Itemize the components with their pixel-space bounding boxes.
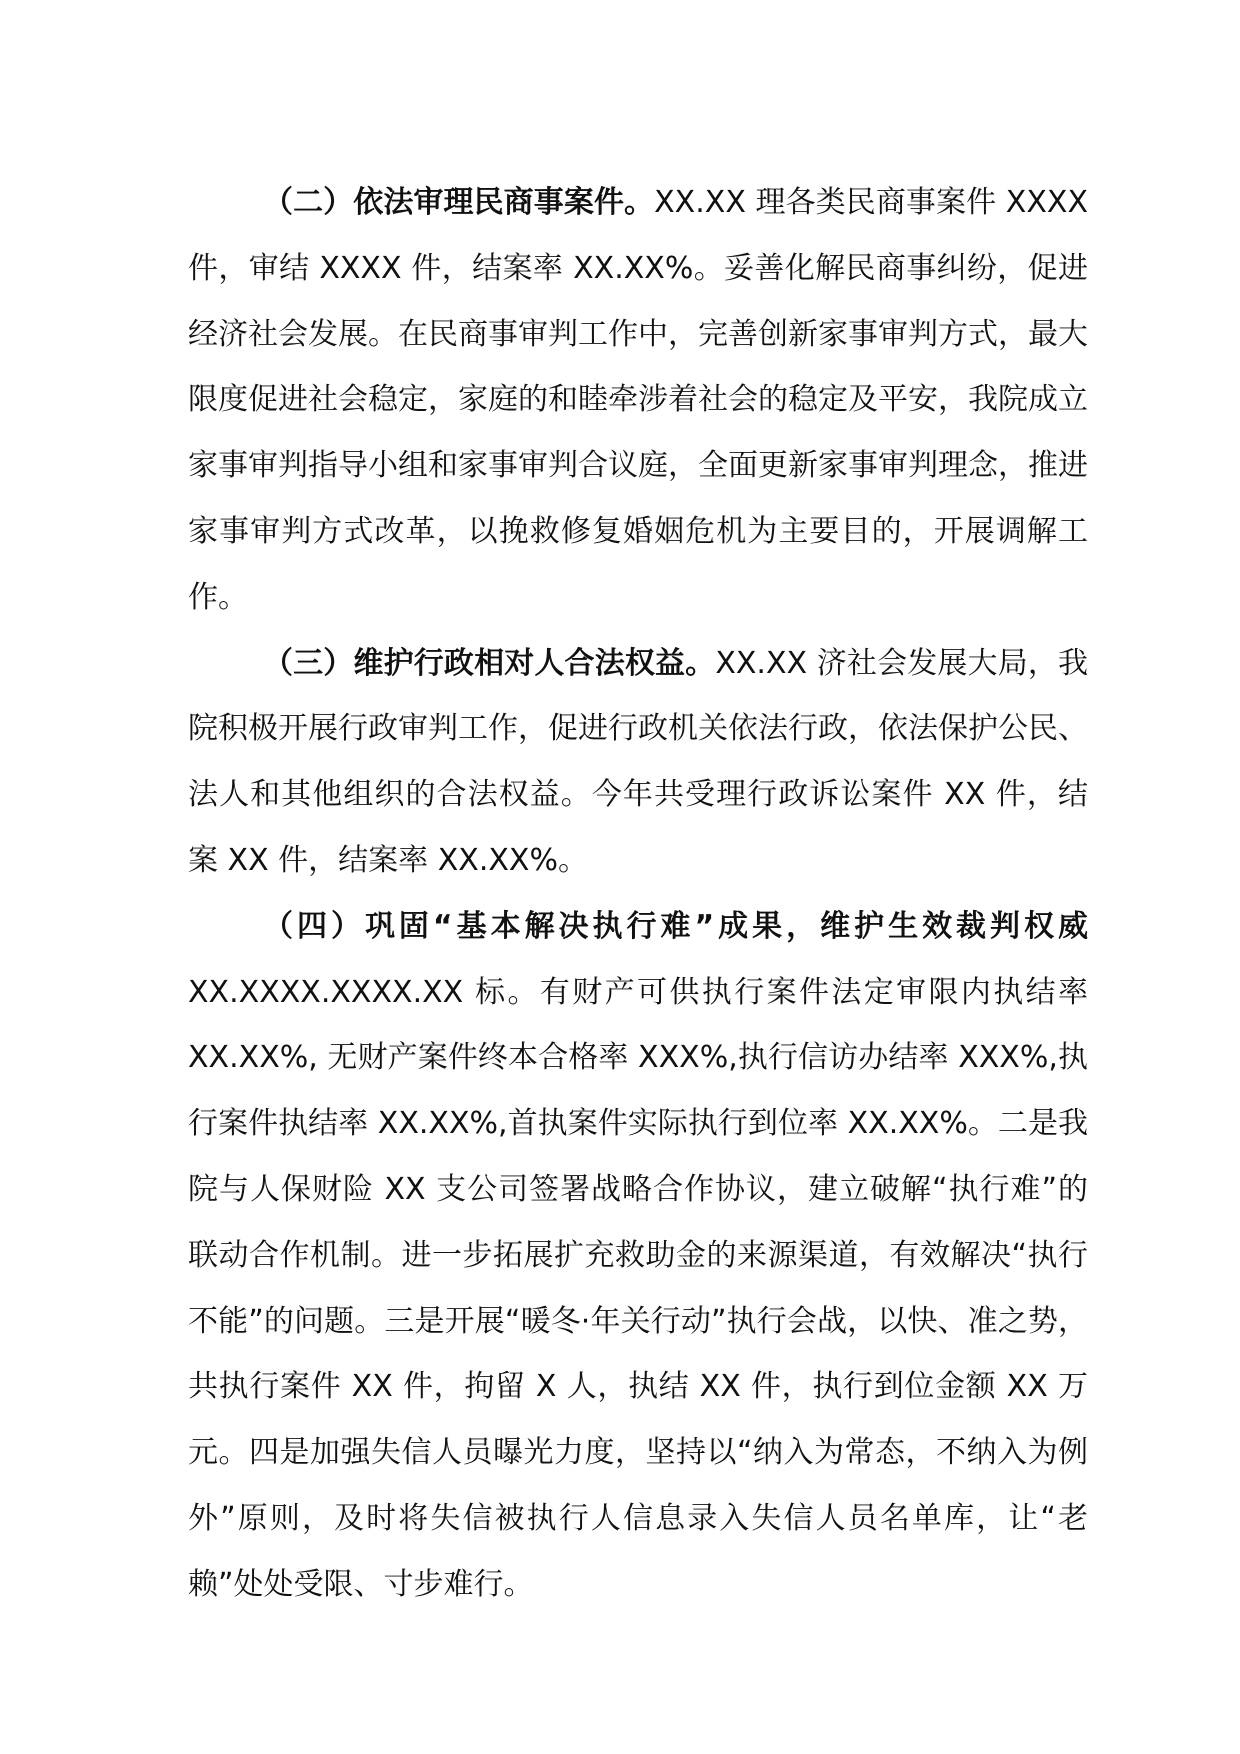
paragraph-civil-commercial: [188, 170, 1088, 631]
document-page: [188, 170, 1088, 1618]
paragraph-heading: （四）巩固“基本解决执行难”成果，维护生效裁判权威: [263, 908, 1088, 944]
paragraph-body: XX.XX 理各类民商事案件 XXXX 件，审结 XXXX 件，结案率 XX.XX%。妥善化解民商事纠纷，促进经济社会发展。在民商事审判工作中，完善创新家事审判方式，最大限度促进社会稳定，家庭的和睦牵涉着社会的稳定及平安，我院成立家事审判指导小组和家事审判合议庭，全面更新家事审判理念，推进家事审判方式改革，以挽救修复婚姻危机为主要目的，开展调解工作。: [188, 185, 1089, 615]
paragraph-body: XX.XXXX.XXXX.XX 标。有财产可供执行案件法定审限内执结率 XX.XX%, 无财产案件终本合格率 XXX%,执行信访办结率 XXX%,执行案件执结率 XX.XX%,首执案件实际执行到位率 XX.XX%。二是我院与人保财险 XX 支公司签署战略合作协议，建立破解“执行难”的联动合作机制。进一步拓展扩充救助金的来源渠道，有效解决“执行不能”的问题。三是开展“暖冬·年关行动”执行会战，以快、准之势，共执行案件 XX 件，拘留 X 人，执结 XX 件，执行到位金额 XX 万元。四是加强失信人员曝光力度，坚持以“纳入为常态，不纳入为例外”原则，及时将失信被执行人信息录入失信人员名单库，让“老赖”处处受限、寸步难行。: [188, 974, 1088, 1602]
paragraph-heading: （二）依法审理民商事案件。: [263, 185, 655, 220]
paragraph-body: XX.XX 济社会发展大局，我院积极开展行政审判工作，促进行政机关依法行政，依法保护公民、法人和其他组织的合法权益。今年共受理行政诉讼案件 XX 件，结案 XX 件，结案率 XX.XX%。: [188, 645, 1089, 878]
paragraph-administrative: [188, 631, 1088, 894]
paragraph-heading: （三）维护行政相对人合法权益。: [263, 645, 716, 681]
paragraph-enforcement: [188, 894, 1088, 1618]
